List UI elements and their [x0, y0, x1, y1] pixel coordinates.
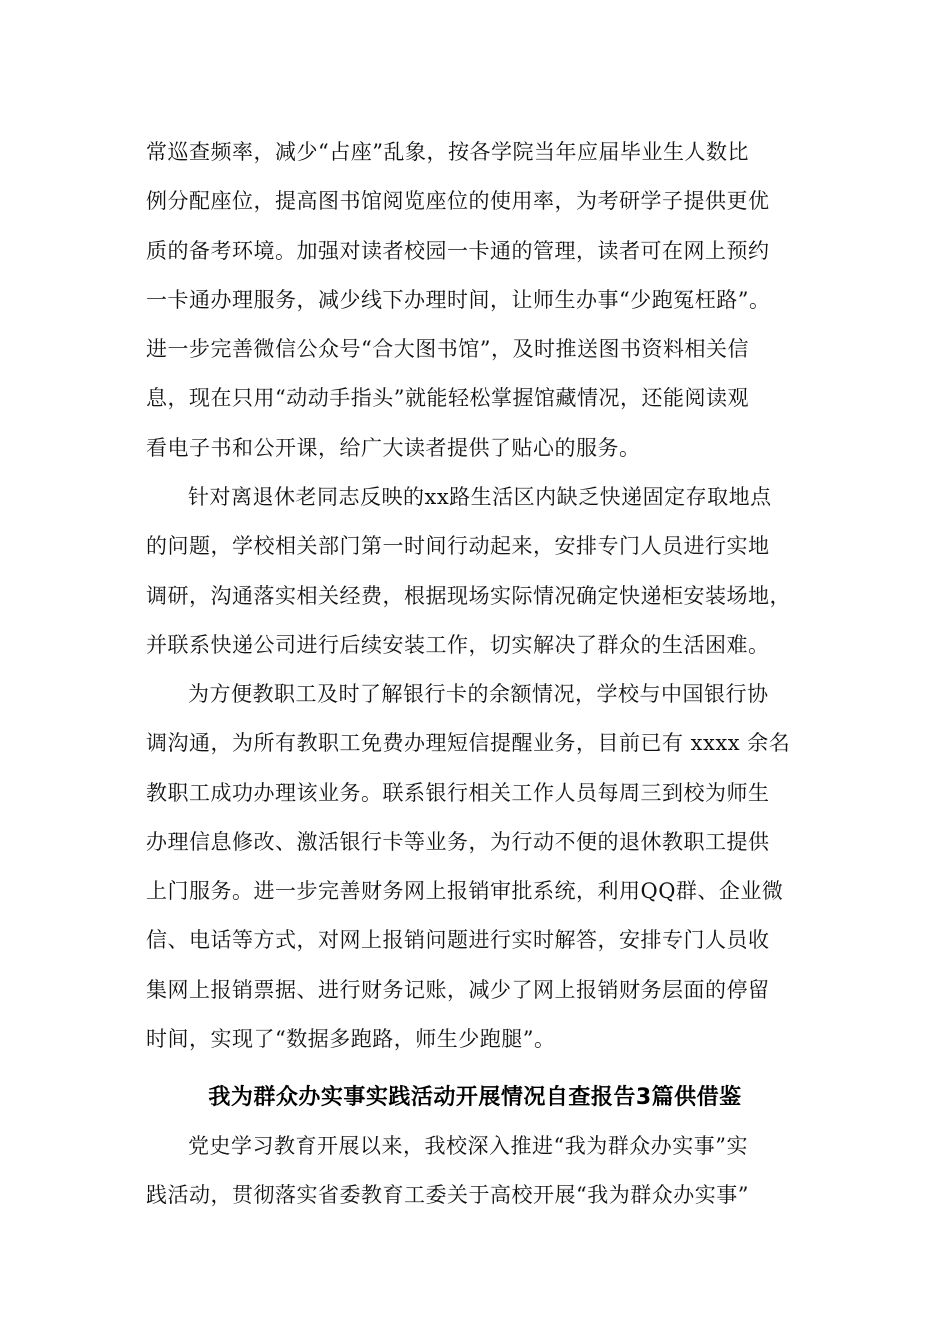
paragraph-bank-services — [146, 670, 810, 1064]
text-line: 的问题，学校相关部门第一时间行动起来，安排专门人员进行实地 — [146, 534, 770, 559]
text-line: 集网上报销票据、进行财务记账，减少了网上报销财务层面的停留 — [146, 977, 770, 1002]
paragraph-library-services — [146, 128, 810, 473]
text-line: 调研，沟通落实相关经费，根据现场实际情况确定快递柜安装场地， — [146, 583, 791, 608]
text-line: 党史学习教育开展以来，我校深入推进“我为群众办实事”实 — [188, 1134, 748, 1158]
section-heading: 我为群众办实事实践活动开展情况自查报告3篇供借鉴 — [208, 1085, 742, 1110]
text-line: 质的备考环境。加强对读者校园一卡通的管理，读者可在网上预约 — [146, 238, 770, 263]
text-line: 看电子书和公开课，给广大读者提供了贴心的服务。 — [146, 435, 641, 460]
paragraph-intro — [146, 1122, 810, 1221]
text-line: 并联系快递公司进行后续安装工作，切实解决了群众的生活困难。 — [146, 632, 770, 657]
text-line: 为方便教职工及时了解银行卡的余额情况，学校与中国银行协 — [188, 682, 769, 706]
text-line: 践活动，贯彻落实省委教育工委关于高校开展“我为群众办实事” — [146, 1183, 749, 1208]
text-line: 办理信息修改、激活银行卡等业务，为行动不便的退休教职工提供 — [146, 829, 770, 854]
text-line: 针对离退休老同志反映的xx路生活区内缺乏快递固定存取地点 — [188, 485, 772, 509]
text-line: 调沟通，为所有教职工免费办理短信提醒业务，目前已有 xxxx 余名 — [146, 731, 791, 756]
text-line: 教职工成功办理该业务。联系银行相关工作人员每周三到校为师生 — [146, 780, 770, 805]
text-line: 一卡通办理服务，减少线下办理时间，让师生办事“少跑冤枉路”。 — [146, 287, 771, 312]
text-line: 上门服务。进一步完善财务网上报销审批系统，利用QQ群、企业微 — [146, 879, 784, 904]
text-line: 例分配座位，提高图书馆阅览座位的使用率，为考研学子提供更优 — [146, 189, 770, 214]
text-line: 时间，实现了“数据多跑路，师生少跑腿”。 — [146, 1027, 556, 1052]
text-line: 息，现在只用“动动手指头”就能轻松掌握馆藏情况，还能阅读观 — [146, 386, 749, 411]
text-line: 常巡查频率，减少“占座”乱象，按各学院当年应届毕业生人数比 — [146, 140, 749, 164]
text-line: 信、电话等方式，对网上报销问题进行实时解答，安排专门人员收 — [146, 928, 770, 953]
text-line: 进一步完善微信公众号“合大图书馆”，及时推送图书资料相关信 — [146, 337, 749, 362]
paragraph-express-lockers — [146, 473, 810, 670]
